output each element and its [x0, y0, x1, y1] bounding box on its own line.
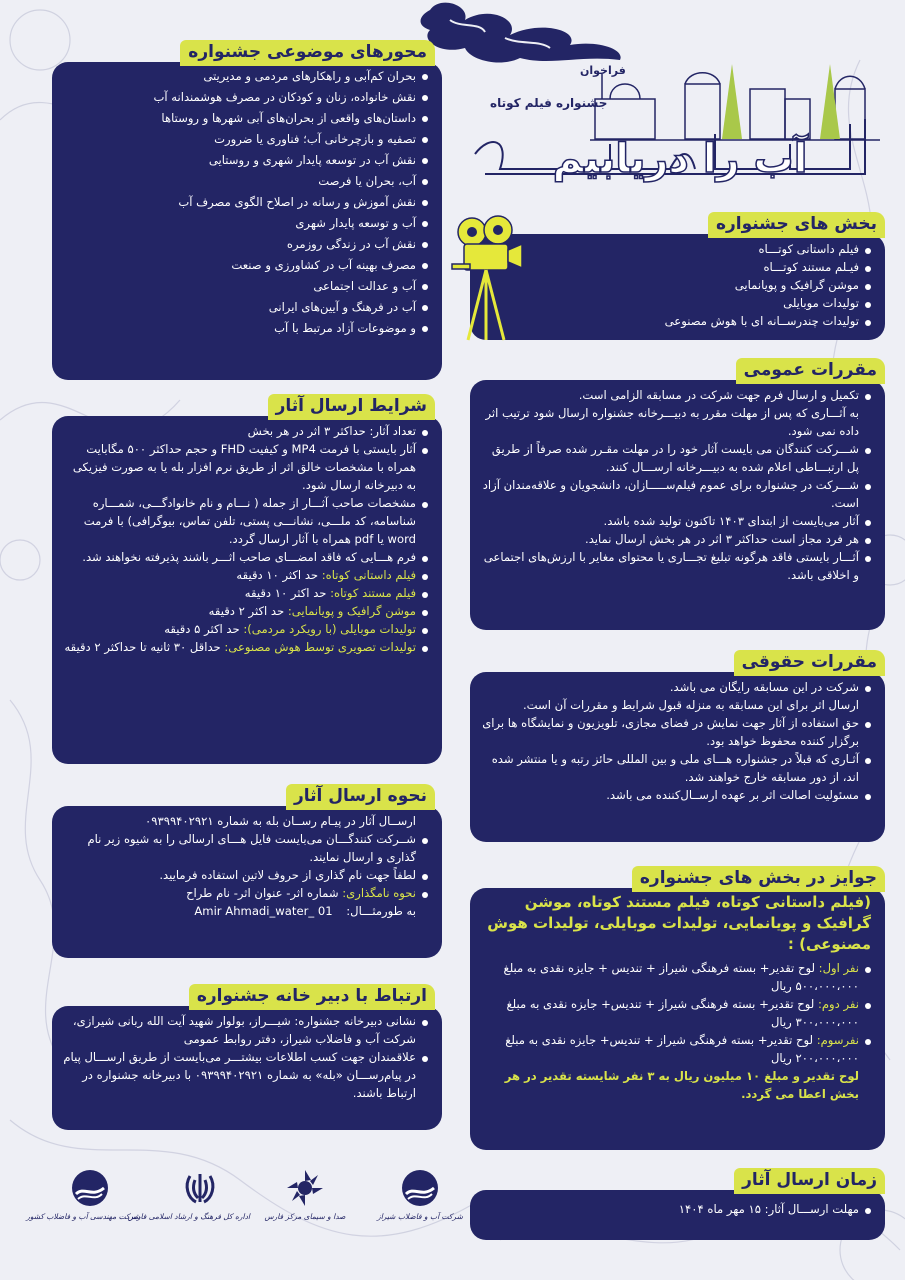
duration-value: حد اکثر ۲ دقیقه	[208, 604, 288, 618]
logo-caption: شرکت آب و فاضلاب شیراز	[377, 1212, 463, 1221]
sections-panel	[470, 234, 885, 340]
duration-value: حد اکثر ۱۰ دقیقه	[244, 586, 331, 600]
prize-text: لوح تقدیر+ بسته فرهنگی شیراز + تندیس+ جایزه نقدی به مبلغ ۲۰۰،۰۰۰،۰۰۰ ریال	[505, 1033, 859, 1065]
condition-item: فرم هـــایی که فاقد امضـــای صاحب اثـــر باشند پذیرفته نخواهند شد.	[62, 548, 428, 566]
condition-item: آثار بایستی با فرمت MP4 و کیفیت FHD و حجم حداکثر ۵۰۰ مگابایت همراه با مشخصات خالق اثر از طریق نرم افزار بله یا به صورت فیزیکی به دبیرخانه ارسال شود.	[62, 440, 428, 494]
durations-list	[62, 566, 428, 656]
footer-logo-ershad	[127, 1168, 250, 1221]
prize-text: لوح تقدیر+ بسته فرهنگی شیراز + تندیس + جایزه نقدی به مبلغ ۵۰۰،۰۰۰،۰۰۰ ریال	[503, 961, 859, 993]
general-rules-title: مقررات عمومی	[736, 358, 885, 384]
legal-rules-list	[480, 678, 871, 804]
legal-rule-item: شرکت در این مسابقه رایگان می باشد.	[480, 678, 871, 696]
theme-item: داستان‌های واقعی از بحران‌های آبی شهرها و روستاها	[64, 108, 428, 129]
theme-item: آب و توسعه پایدار شهری	[64, 213, 428, 234]
deadline-text: مهلت ارســـال آثار: ۱۵ مهر ماه ۱۴۰۴	[484, 1200, 871, 1218]
legal-rule-item: حق استفاده از آثار جهت نمایش در فضای مجازی، تلویزیون و نمایشگاه ها برای برگزار کننده محفوظ خواهد بود.	[480, 714, 871, 750]
general-rule-item: آثـــار بایستی فاقد هرگونه تبلیغ تجـــاری یا محتوای مغایر با ارزش‌های اجتماعی و اخلاقی باشد.	[480, 548, 871, 584]
contact-item: علاقمندان جهت کسب اطلاعات بیشتـــر می‌بایست از طریق ارســـال پیام در پیام‌رســـان «بله» به شماره ۰۹۳۹۹۴۰۲۹۲۱ با دبیرخانه جشنواره در ارتباط باشند.	[62, 1048, 428, 1102]
method-list	[62, 812, 428, 920]
theme-item: نقش خانواده، زنان و کودکان در مصرف هوشمندانه آب	[64, 87, 428, 108]
section-item: تولیدات موبایلی	[560, 294, 871, 312]
section-item: موشن گرافیک و پویانمایی	[560, 276, 871, 294]
section-item: فیـلم مستند کوتـــاه	[560, 258, 871, 276]
duration-item	[62, 602, 428, 620]
theme-item: نقش آب در توسعه پایدار شهری و روستایی	[64, 150, 428, 171]
duration-label: تولیدات تصویری توسط هوش مصنوعی:	[224, 640, 416, 654]
method-title: نحوه ارسال آثار	[286, 784, 435, 810]
condition-item: مشخصات صاحب آثـــار از جمله ( نـــام و نام خانوادگـــی، شمـــاره شناسامه، کد ملـــی، نشانـــی پستی، تلفن تماس، بیوگرافی) با فرمت word یا pdf همراه با آثار ارسال گردد.	[62, 494, 428, 548]
prize-item	[480, 995, 871, 1031]
prize-item	[480, 959, 871, 995]
duration-label: فیلم داستانی کوتاه:	[321, 568, 416, 582]
contact-item: نشانی دبیرخانه جشنواره: شیـــراز، بولوار شهید آیت الله ربانی شیرازی، شرکت آب و فاضلاب شیراز، دفتر روابط عمومی	[62, 1012, 428, 1048]
sections-list	[560, 240, 871, 330]
irib-fars-logo-icon	[285, 1168, 325, 1208]
general-rule-item: شـــرکت در جشنواره برای عموم فیلم‌ســـــازان، دانشجویان و علاقه‌مندان آزاد است.	[480, 476, 871, 512]
method-panel	[52, 806, 442, 958]
prize-rank: نفرسوم:	[816, 1033, 859, 1047]
condition-item: تعداد آثار: حداکثر ۳ اثر در هر بخش	[62, 422, 428, 440]
logo-caption: اداره کل فرهنگ و ارشاد اسلامی فارس	[127, 1212, 250, 1221]
call-label: فراخوان	[580, 64, 626, 77]
festival-title: آب را دریابیم	[552, 136, 808, 182]
duration-value: حداقل ۳۰ ثانیه تا حداکثر ۲ دقیقه	[64, 640, 225, 654]
prizes-panel	[470, 888, 885, 1150]
footer-logo-irib	[255, 1168, 355, 1221]
general-rule-item: هر فرد مجاز است حداکثر ۳ اثر در هر بخش ارسال نماید.	[480, 530, 871, 548]
legal-rules-title: مقررات حقوقی	[734, 650, 885, 676]
legal-rule-item: مسئولیت اصالت اثر بر عهده ارســال‌کننده می باشد.	[480, 786, 871, 804]
festival-name: جشنواره فیلم کوتاه	[490, 96, 608, 110]
prizes-subtitle: (فیلم داستانی کوتاه، فیلم مستند کوتاه، موشن گرافیک و پویانمایی، تولیدات موبایلی، تولیدات هوش مصنوعی) :	[487, 893, 871, 953]
deadline-panel	[470, 1190, 885, 1240]
deadline-title: زمان ارسال آثار	[734, 1168, 885, 1194]
duration-item	[62, 566, 428, 584]
theme-item: آب در فرهنگ و آیین‌های ایرانی	[64, 297, 428, 318]
theme-item: آب و عدالت اجتماعی	[64, 276, 428, 297]
prize-item	[480, 1031, 871, 1067]
section-item: فیلم داستانی کوتـــاه	[560, 240, 871, 258]
prizes-note: لوح تقدیر و مبلغ ۱۰ میلیون ریال به ۳ نفر شایسته تقدیر در هر بخش اعطا می گردد.	[504, 1069, 859, 1101]
duration-label: تولیدات موبایلی (با رویکرد مردمی):	[243, 622, 416, 636]
sections-title: بخش های جشنواره	[708, 212, 885, 238]
naming-label: نحوه نامگذاری:	[342, 886, 416, 900]
duration-item	[62, 620, 428, 638]
duration-item	[62, 584, 428, 602]
example-label: به طورمثـــال:	[346, 904, 416, 918]
theme-item: آب، بحران یا فرصت	[64, 171, 428, 192]
theme-item: تصفیه و بازچرخانی آب؛ فناوری یا ضرورت	[64, 129, 428, 150]
prize-rank: نفر اول:	[818, 961, 859, 975]
prizes-title: جوایز در بخش های جشنواره	[632, 866, 885, 892]
conditions-list	[62, 422, 428, 566]
water-company-logo-icon	[400, 1168, 440, 1208]
logo-caption: صدا و سیمای مرکز فارس	[264, 1212, 346, 1221]
naming-item	[62, 884, 428, 902]
duration-value: حد اکثر ۵ دقیقه	[164, 622, 244, 636]
duration-label: موشن گرافیک و پویانمایی:	[287, 604, 416, 618]
conditions-title: شرایط ارسال آثار	[268, 394, 435, 420]
duration-item	[62, 638, 428, 656]
general-rule-item: به آثـــاری که پس از مهلت مقرر به دبیـــرخانه جشنواره ارسال شود ترتیب اثر داده نمی شود.	[485, 406, 859, 438]
national-water-company-logo-icon	[70, 1168, 110, 1208]
theme-item: نقش آموزش و رسانه در اصلاح الگوی مصرف آب	[64, 192, 428, 213]
festival-logo	[470, 44, 890, 199]
themes-title: محورهای موضوعی جشنواره	[180, 40, 435, 66]
themes-panel	[52, 62, 442, 380]
duration-label: فیلم مستند کوتاه:	[330, 586, 416, 600]
section-item: تولیدات چندرســانه ای با هوش مصنوعی	[560, 312, 871, 330]
themes-list	[64, 66, 428, 339]
theme-item: و موضوعات آزاد مرتبط با آب	[64, 318, 428, 339]
contact-title: ارتباط با دبیر خانه جشنواره	[189, 984, 435, 1010]
contact-list	[62, 1012, 428, 1102]
prize-text: لوح تقدیر+ بسته فرهنگی شیراز + تندیس+ جایزه نقدی به مبلغ ۳۰۰،۰۰۰،۰۰۰ ریال	[506, 997, 859, 1029]
method-item: شــرکت کنندگـــان می‌بایست فایل هـــای ارسالی را به شیوه زیر نام گذاری و ارسال نمایند.	[62, 830, 428, 866]
conditions-panel	[52, 416, 442, 764]
naming-value: شماره اثر- عنوان اثر- نام طراح	[186, 886, 343, 900]
method-item: لطفاً جهت نام گذاری از حروف لاتین استفاده فرمایید.	[62, 866, 428, 884]
general-rules-panel	[470, 380, 885, 630]
iran-emblem-logo-icon	[180, 1168, 220, 1208]
general-rule-item: تکمیل و ارسال فرم جهت شرکت در مسابقه الزامی است.	[480, 386, 871, 404]
film-camera-icon	[450, 212, 525, 342]
method-intro: ارســال آثار در پیـام رســان بله به شماره ۰۹۳۹۹۴۰۲۹۲۱	[145, 814, 416, 828]
prize-rank: نفر دوم:	[817, 997, 859, 1011]
logo-caption: شرکت مهندسی آب و فاضلاب کشور	[26, 1212, 140, 1221]
general-rule-item: آثار می‌بایست از ابتدای ۱۴۰۳ تاکنون تولید شده باشد.	[480, 512, 871, 530]
duration-value: حد اکثر ۱۰ دقیقه	[236, 568, 322, 582]
contact-panel	[52, 1006, 442, 1130]
general-rule-item: شـــرکت کنندگان می بایست آثار خود را در مهلت مقـرر شده صرفاً از طریق پل ارتبـــاطی اعلام شده به دبیـــرخانه ارســـال کنند.	[480, 440, 871, 476]
legal-rule-item: ارسال اثر برای این مسابقه به منزله قبول شرایط و مقررات آن است.	[522, 698, 859, 712]
theme-item: مصرف بهینه آب در کشاورزی و صنعت	[64, 255, 428, 276]
theme-item: نقش آب در زندگی روزمره	[64, 234, 428, 255]
theme-item: بحران کم‌آبی و راهکارهای مردمی و مدیریتی	[64, 66, 428, 87]
prizes-list	[480, 959, 871, 1067]
general-rules-list	[480, 386, 871, 584]
legal-rule-item: آثـاری که قبلاً در جشنواره هـــای ملی و بین المللی حائز رتبه و یا منتشر شده اند، از دور مسابقه خارج خواهند شد.	[480, 750, 871, 786]
footer-logo-water-shiraz	[370, 1168, 470, 1221]
footer-logo-national-water	[26, 1168, 140, 1221]
example-value: Amir Ahmadi_water_ 01	[194, 904, 333, 918]
example-item	[62, 902, 428, 920]
legal-rules-panel	[470, 672, 885, 842]
